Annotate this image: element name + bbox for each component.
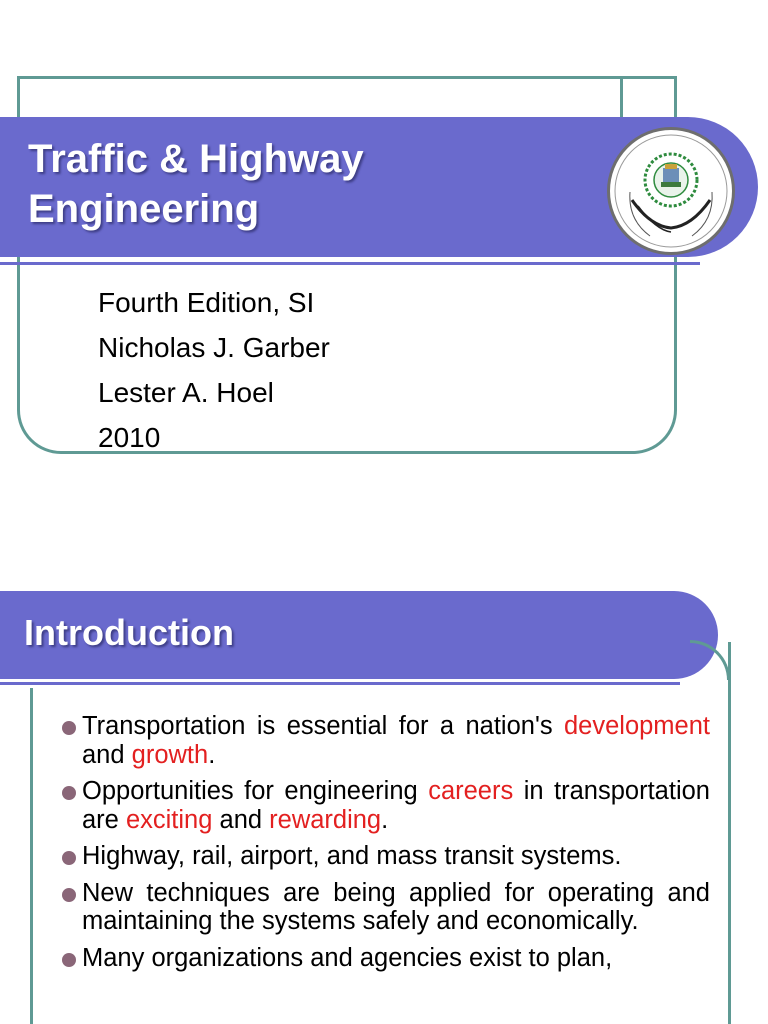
highlighted-text: development xyxy=(563,712,710,740)
bullet-list xyxy=(60,712,710,980)
highlighted-text: careers xyxy=(428,777,514,805)
highlighted-text: rewarding xyxy=(269,805,382,834)
bullet-text: and xyxy=(82,740,132,769)
bullet-text: Many organizations and agencies exist to plan, xyxy=(82,943,613,972)
bullet-text: in transportation are xyxy=(82,777,710,834)
bullet-item xyxy=(60,712,710,769)
intro-title-underline xyxy=(0,682,680,685)
year-text: 2010 xyxy=(98,422,161,453)
bullet-text: . xyxy=(381,805,389,834)
bullet-dot-icon xyxy=(62,851,76,865)
bullet-item xyxy=(60,777,710,834)
author-2: Lester A. Hoel xyxy=(98,377,274,408)
frame-top-border xyxy=(17,76,623,79)
bullet-text: New techniques are being applied for operating and maintaining the systems safely and economically. xyxy=(82,878,710,935)
university-seal-icon xyxy=(607,127,735,255)
author-1: Nicholas J. Garber xyxy=(98,332,330,363)
bullet-dot-icon xyxy=(62,953,76,967)
bullet-dot-icon xyxy=(62,721,76,735)
bullet-item xyxy=(60,842,710,871)
title-line-2: Engineering xyxy=(28,187,260,231)
intro-frame-right xyxy=(728,642,731,1024)
book-info xyxy=(98,280,330,460)
bullet-item xyxy=(60,879,710,936)
bullet-item xyxy=(60,944,710,973)
bullet-dot-icon xyxy=(62,786,76,800)
bullet-text: and xyxy=(212,805,270,834)
slide-title xyxy=(28,134,364,234)
highlighted-text: exciting xyxy=(125,805,213,834)
edition-text: Fourth Edition, SI xyxy=(98,287,315,318)
title-line-1: Traffic & Highway xyxy=(28,137,364,181)
bullet-text: Highway, rail, airport, and mass transit systems. xyxy=(82,842,622,870)
bullet-text: . xyxy=(208,740,216,769)
title-slide xyxy=(0,0,768,510)
intro-frame-corner xyxy=(690,640,730,680)
title-underline xyxy=(0,262,700,265)
bullet-text: Opportunities for engineering xyxy=(82,777,429,805)
intro-frame-left xyxy=(30,688,33,1024)
bullet-text: Transportation is essential for a nation's xyxy=(82,712,564,740)
bullet-dot-icon xyxy=(62,888,76,902)
intro-title: Introduction xyxy=(24,612,234,653)
highlighted-text: growth xyxy=(131,740,209,769)
